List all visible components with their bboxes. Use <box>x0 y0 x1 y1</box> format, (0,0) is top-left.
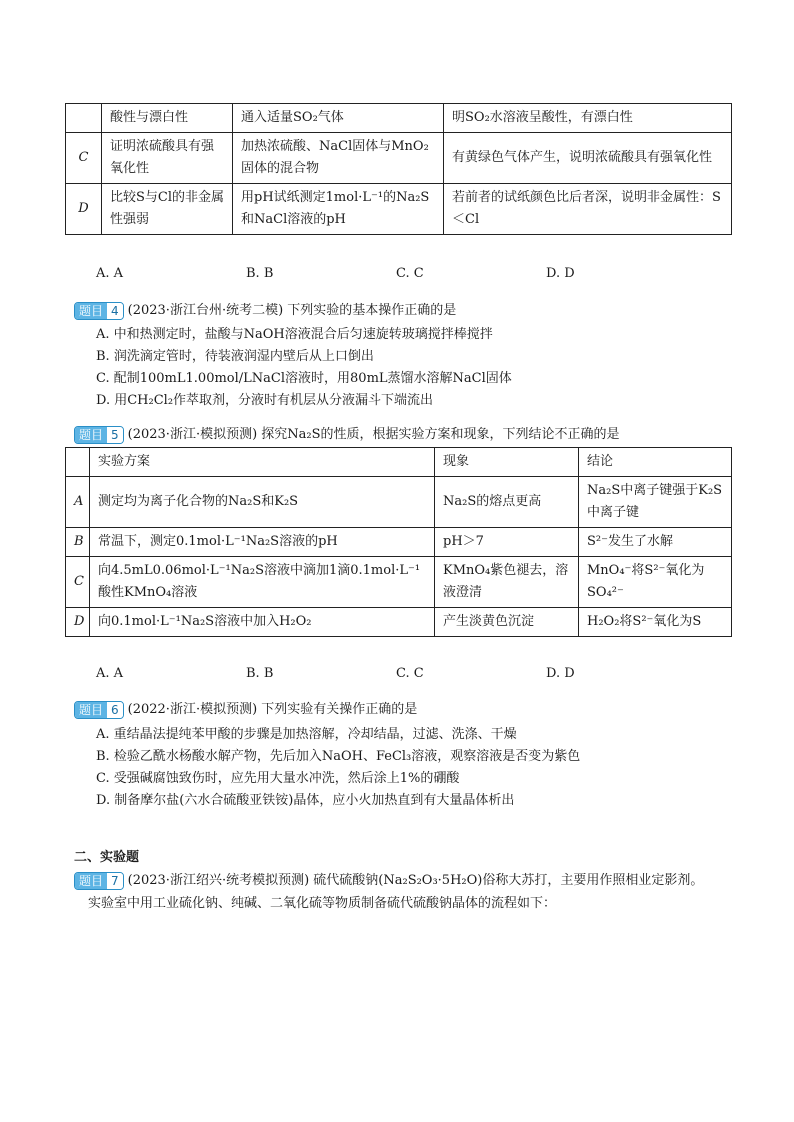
table-row <box>66 528 732 557</box>
conclusion-cell: MnO₄⁻将S²⁻氧化为SO₄²⁻ <box>579 557 732 608</box>
q5-header <box>74 423 620 443</box>
q7-stem-line2: 实验室中用工业硫化钠、纯碱、二氧化硫等物质制备硫代硫酸钠晶体的流程如下： <box>88 896 557 911</box>
q4-option-c[interactable]: C. 配制100mL1.00mol/LNaCl溶液时，用80mL蒸馏水溶解NaCl固体 <box>96 371 512 386</box>
q4-option-a[interactable]: A. 中和热测定时，盐酸与NaOH溶液混合后匀速旋转玻璃搅拌棒搅拌 <box>96 327 493 342</box>
phenomenon-cell: 若前者的试纸颜色比后者深，说明非金属性：S＜Cl <box>444 184 732 235</box>
plan-cell: 向4.5mL0.06mol·L⁻¹Na₂S溶液中滴加1滴0.1mol·L⁻¹酸性KMnO₄溶液 <box>90 557 435 608</box>
header-cell: 现象 <box>435 448 579 477</box>
phenomenon-cell: 有黄绿色气体产生，说明浓硫酸具有强氧化性 <box>444 133 732 184</box>
q6-option-b[interactable]: B. 检验乙酰水杨酸水解产物，先后加入NaOH、FeCl₃溶液，观察溶液是否变为紫色 <box>96 749 581 764</box>
question-stem: (2022·浙江·模拟预测) 下列实验有关操作正确的是 <box>127 702 418 717</box>
phenomenon-cell: pH＞7 <box>435 528 579 557</box>
q6-option-c[interactable]: C. 受强碱腐蚀致伤时，应先用大量水冲洗，然后涂上1%的硼酸 <box>96 771 460 786</box>
q6-option-d[interactable]: D. 制备摩尔盐(六水合硫酸亚铁铵)晶体，应小火加热直到有大量晶体析出 <box>96 793 515 808</box>
plan-cell: 常温下，测定0.1mol·L⁻¹Na₂S溶液的pH <box>90 528 435 557</box>
q3-answer-options <box>96 266 656 286</box>
q6-header <box>74 698 417 718</box>
purpose-cell: 比较S与Cl的非金属性强弱 <box>102 184 233 235</box>
header-cell: 实验方案 <box>90 448 435 477</box>
row-label <box>66 104 102 133</box>
plan-cell: 向0.1mol·L⁻¹Na₂S溶液中加入H₂O₂ <box>90 608 435 637</box>
option-d[interactable]: D. D <box>546 666 575 681</box>
table-row <box>66 557 732 608</box>
method-cell: 用pH试纸测定1mol·L⁻¹的Na₂S和NaCl溶液的pH <box>233 184 444 235</box>
option-a[interactable]: A. A <box>96 266 124 281</box>
conclusion-cell: S²⁻发生了水解 <box>579 528 732 557</box>
table-row <box>66 477 732 528</box>
plan-cell: 测定均为离子化合物的Na₂S和K₂S <box>90 477 435 528</box>
row-label: D <box>66 184 102 235</box>
question-badge: 题目 6 <box>74 701 124 719</box>
purpose-cell: 酸性与漂白性 <box>102 104 233 133</box>
q6-option-a[interactable]: A. 重结晶法提纯苯甲酸的步骤是加热溶解，冷却结晶，过滤、洗涤、干燥 <box>96 727 517 742</box>
phenomenon-cell: 明SO₂水溶液呈酸性，有漂白性 <box>444 104 732 133</box>
row-label: C <box>66 557 90 608</box>
table-row <box>66 608 732 637</box>
table-row <box>66 184 732 235</box>
method-cell: 加热浓硫酸、NaCl固体与MnO₂固体的混合物 <box>233 133 444 184</box>
question-stem: (2023·浙江绍兴·统考模拟预测) 硫代硫酸钠(Na₂S₂O₃·5H₂O)俗称大苏打，主要用作照相业定影剂。 <box>127 873 704 888</box>
experiment-table-q3 <box>65 103 732 235</box>
q4-option-b[interactable]: B. 润洗滴定管时，待装液润湿内壁后从上口倒出 <box>96 349 374 364</box>
q5-answer-options <box>96 666 656 686</box>
q7-header <box>74 869 703 889</box>
conclusion-cell: H₂O₂将S²⁻氧化为S <box>579 608 732 637</box>
q4-header <box>74 299 456 319</box>
phenomenon-cell: Na₂S的熔点更高 <box>435 477 579 528</box>
option-c[interactable]: C. C <box>396 666 424 681</box>
row-label: A <box>66 477 90 528</box>
section-title: 二、实验题 <box>74 850 140 865</box>
option-a[interactable]: A. A <box>96 666 124 681</box>
method-cell: 通入适量SO₂气体 <box>233 104 444 133</box>
row-label: C <box>66 133 102 184</box>
row-label: D <box>66 608 90 637</box>
header-cell: 结论 <box>579 448 732 477</box>
question-badge: 题目 5 <box>74 426 124 444</box>
table-row <box>66 133 732 184</box>
question-badge: 题目 4 <box>74 302 124 320</box>
header-cell <box>66 448 90 477</box>
phenomenon-cell: KMnO₄紫色褪去，溶液澄清 <box>435 557 579 608</box>
option-b[interactable]: B. B <box>246 266 274 281</box>
phenomenon-cell: 产生淡黄色沉淀 <box>435 608 579 637</box>
table-row <box>66 104 732 133</box>
option-c[interactable]: C. C <box>396 266 424 281</box>
experiment-table-q5 <box>65 447 732 637</box>
table-header-row <box>66 448 732 477</box>
conclusion-cell: Na₂S中离子键强于K₂S中离子键 <box>579 477 732 528</box>
row-label: B <box>66 528 90 557</box>
q4-option-d[interactable]: D. 用CH₂Cl₂作萃取剂，分液时有机层从分液漏斗下端流出 <box>96 393 434 408</box>
question-stem: (2023·浙江台州·统考二模) 下列实验的基本操作正确的是 <box>127 303 457 318</box>
option-b[interactable]: B. B <box>246 666 274 681</box>
option-d[interactable]: D. D <box>546 266 575 281</box>
question-badge: 题目 7 <box>74 872 124 890</box>
question-stem: (2023·浙江·模拟预测) 探究Na₂S的性质，根据实验方案和现象，下列结论不正确的是 <box>127 427 620 442</box>
purpose-cell: 证明浓硫酸具有强氧化性 <box>102 133 233 184</box>
